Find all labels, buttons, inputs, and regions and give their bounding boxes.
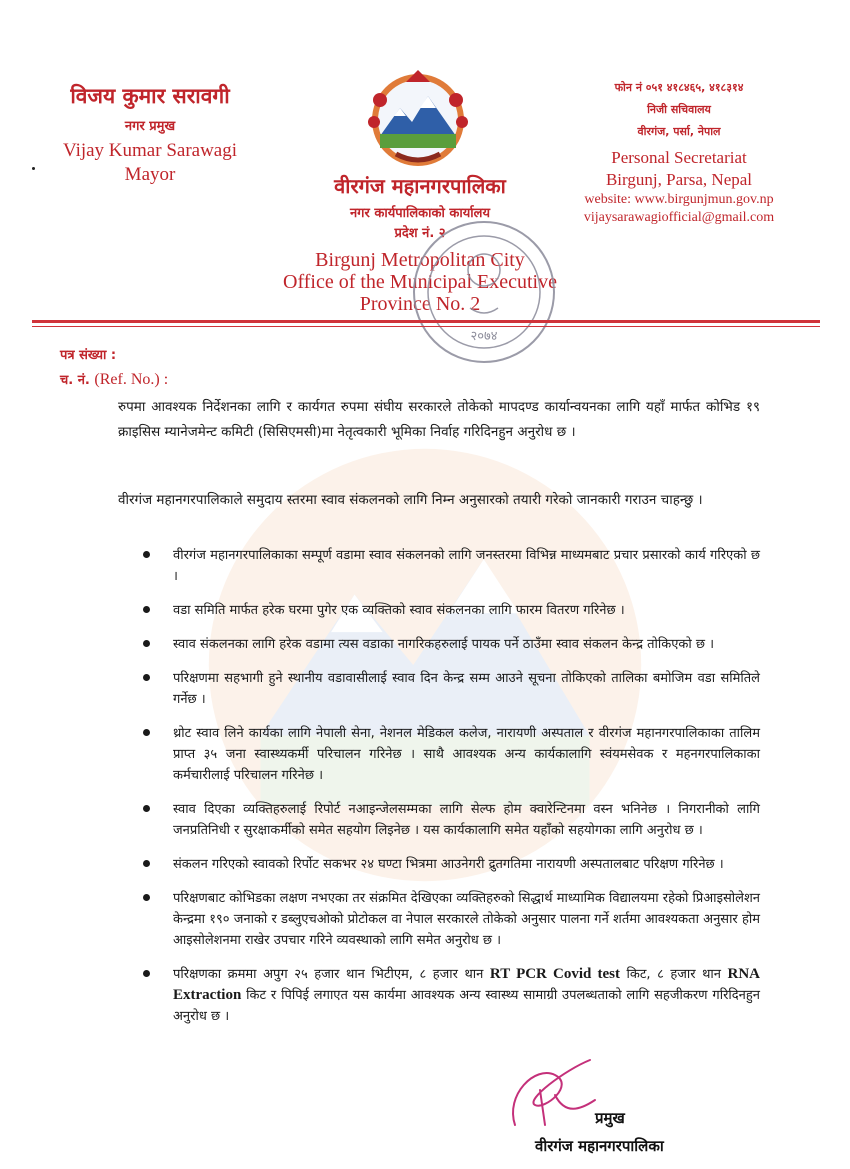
bullet-icon: [143, 640, 150, 647]
header-rule-thin: [32, 326, 820, 327]
header-rule-thick: [32, 320, 820, 323]
letter-number-label: पत्र संख्या :: [60, 348, 117, 363]
list-item: [135, 723, 760, 786]
body-paragraph-1: रुपमा आवश्यक निर्देशनका लागि र कार्यगत रुपमा संघीय सरकारले तोकेको मापदण्ड कार्यान्वयनका लागि यहाँ मार्फत कोभिड १९ क्राइसिस म्यानेजमेन्ट कमिटी (सिसिएमसी)मा नेतृत्वकारी भूमिका निर्वाह गरिदिनहुन अनुरोध छ ।: [118, 399, 760, 440]
reference-number-label: [60, 370, 168, 389]
bullet-icon: [143, 606, 150, 613]
bullet-icon: [143, 970, 150, 977]
chalani-en: (Ref. No.) :: [94, 371, 169, 388]
email: vijaysarawagiofficial@gmail.com: [583, 210, 775, 225]
mayor-title-np: नगर प्रमुख: [124, 119, 176, 134]
office-stamp: [400, 208, 568, 376]
list-item: [135, 964, 760, 1027]
bullet-icon: [143, 860, 150, 867]
mayor-name-en: Vijay Kumar Sarawagi: [62, 140, 238, 161]
list-item-text: परिक्षणमा सहभागी हुने स्थानीय वडावासीलाई स्वाव दिन केन्द्र सम्म आउने सूचना तोकिएको तालिका बमोजिम वडा समितिले गर्नेछ ।: [173, 671, 760, 707]
list-item-text: स्वाव दिएका व्यक्तिहरुलाई रिपोर्ट नआइन्जेलसम्मका लागि सेल्फ होम क्वारेन्टिनमा वस्न भनिनेछ । निगरानीको लागि जनप्रतिनिधी र सुरक्षाकर्मीको समेत सहयोग लिइनेछ । यस कार्यकालागि समेत यहाँको सहयोगका लागि अनुरोध छ ।: [173, 802, 760, 838]
list-item-text: वडा समिति मार्फत हरेक घरमा पुगेर एक व्यक्तिको स्वाव संकलनका लागि फारम वितरण गरिनेछ ।: [173, 603, 625, 618]
list-item: [135, 888, 760, 951]
secretariat-np: निजी सचिवालय: [647, 103, 711, 116]
list-item: [135, 600, 760, 621]
stray-dot: [32, 167, 35, 170]
chalani-np: च. नं.: [60, 373, 90, 388]
website: website: www.birgunjmun.gov.np: [584, 192, 774, 207]
list-item-text-part: परिक्षणका क्रममा अपुग २५ हजार थान भिटीएम, ८ हजार थान: [173, 967, 490, 982]
list-item-text: संकलन गरिएको स्वावको रिर्पोट सकभर २४ घण्टा भित्रमा आउनेगरी द्रुतगतिमा नारायणी अस्पतालबाट परिक्षण गरिनेछ ।: [173, 857, 724, 872]
body-paragraph-2: वीरगंज महानगरपालिकाले समुदाय स्तरमा स्वाव संकलनको लागि निम्न अनुसारको तयारी गरेको जानकारी गराउन चाहन्छु ।: [118, 492, 703, 508]
list-item: [135, 545, 760, 587]
phone-np: फोन नं ०५१ ४१८४६५, ४१८३१४: [614, 81, 744, 94]
address-np: वीरगंज, पर्सा, नेपाल: [637, 125, 721, 138]
bullet-icon: [143, 729, 150, 736]
list-item-text: परिक्षणबाट कोभिडका लक्षण नभएका तर संक्रमित देखिएका व्यक्तिहरुको सिद्धार्थ माध्यामिक विद्यालयमा रहेको प्रिआइसोलेशन केन्द्रमा १९० जनाको र डब्लुएचओको प्रोटोकल वा नेपाल सरकारले तोकेको अनुसार पालना गर्ने शर्तमा आवश्यकता अनुसार होम आइसोलेशनमा राखेर उपचार गरिने व्यवस्थाको लागि समेत अनुरोध छ ।: [173, 891, 760, 948]
rt-pcr-term: RT PCR Covid test: [489, 966, 620, 982]
address-en: Birgunj, Parsa, Nepal: [605, 170, 753, 189]
signatory-title: प्रमुख: [595, 1109, 625, 1127]
org-name-np: वीरगंज महानगरपालिका: [334, 174, 506, 198]
mayor-name-np: विजय कुमार सरावगी: [70, 84, 230, 108]
bullet-icon: [143, 805, 150, 812]
org-name-en: Birgunj Metropolitan City: [315, 249, 525, 271]
mayor-title-en: Mayor: [124, 164, 176, 185]
list-item: [135, 799, 760, 841]
list-item: [135, 634, 760, 655]
office-name-np: नगर कार्यपालिकाको कार्यालय: [349, 206, 491, 221]
handwritten-signature: [495, 1055, 605, 1140]
secretariat-block: [550, 80, 808, 226]
bullet-icon: [143, 674, 150, 681]
list-item-text-part: किट, ८ हजार थान: [620, 967, 728, 982]
preparation-list: [135, 545, 760, 1040]
office-name-en: Office of the Municipal Executive: [283, 271, 557, 293]
list-item-text: वीरगंज महानगरपालिकाका सम्पूर्ण वडामा स्वाव संकलनको लागि जनस्तरमा विभिन्न माध्यमबाट प्रचार प्रसारको कार्य गरिएको छ ।: [173, 548, 760, 584]
stamp-year: २०७४: [470, 329, 498, 344]
list-item-text: स्वाव संकलनका लागि हरेक वडामा त्यस वडाका नागरिकहरुलाई पायक पर्ने ठाउँमा स्वाव संकलन केन्द्र तोकिएको छ ।: [173, 637, 715, 652]
bullet-icon: [143, 551, 150, 558]
signatory-org: वीरगंज महानगरपालिका: [535, 1137, 664, 1155]
secretariat-en: Personal Secretariat: [611, 148, 747, 167]
list-item: [135, 668, 760, 710]
list-item: [135, 854, 760, 875]
mayor-block: [40, 82, 260, 186]
bullet-icon: [143, 894, 150, 901]
municipal-emblem-icon: [366, 66, 470, 170]
province-np: प्रदेश नं. २: [394, 226, 446, 241]
rna-extraction-term: RNA Extraction: [173, 966, 760, 1003]
list-item-text-part: किट र पिपिई लगाएत यस कार्यमा आवश्यक अन्य स्वास्थ्य सामाग्री उपलब्धताको लागि सहजीकरण गरिदिनहुन अनुरोध छ ।: [173, 988, 760, 1024]
list-item-text: थ्रोट स्वाव लिने कार्यका लागि नेपाली सेना, नेशनल मेडिकल कलेज, नारायणी अस्पताल र वीरगंज महानगरपालिकाका तालिम प्राप्त ३५ जना स्वास्थ्यकर्मी परिचालन गरिनेछ । साथै आवश्यक अन्य कार्यकालागि स्वंयमसेवक र महनगरपालिकाका कर्मचारीलाई परिचालन गरिनेछ ।: [173, 726, 760, 783]
province-en: Province No. 2: [359, 293, 481, 315]
